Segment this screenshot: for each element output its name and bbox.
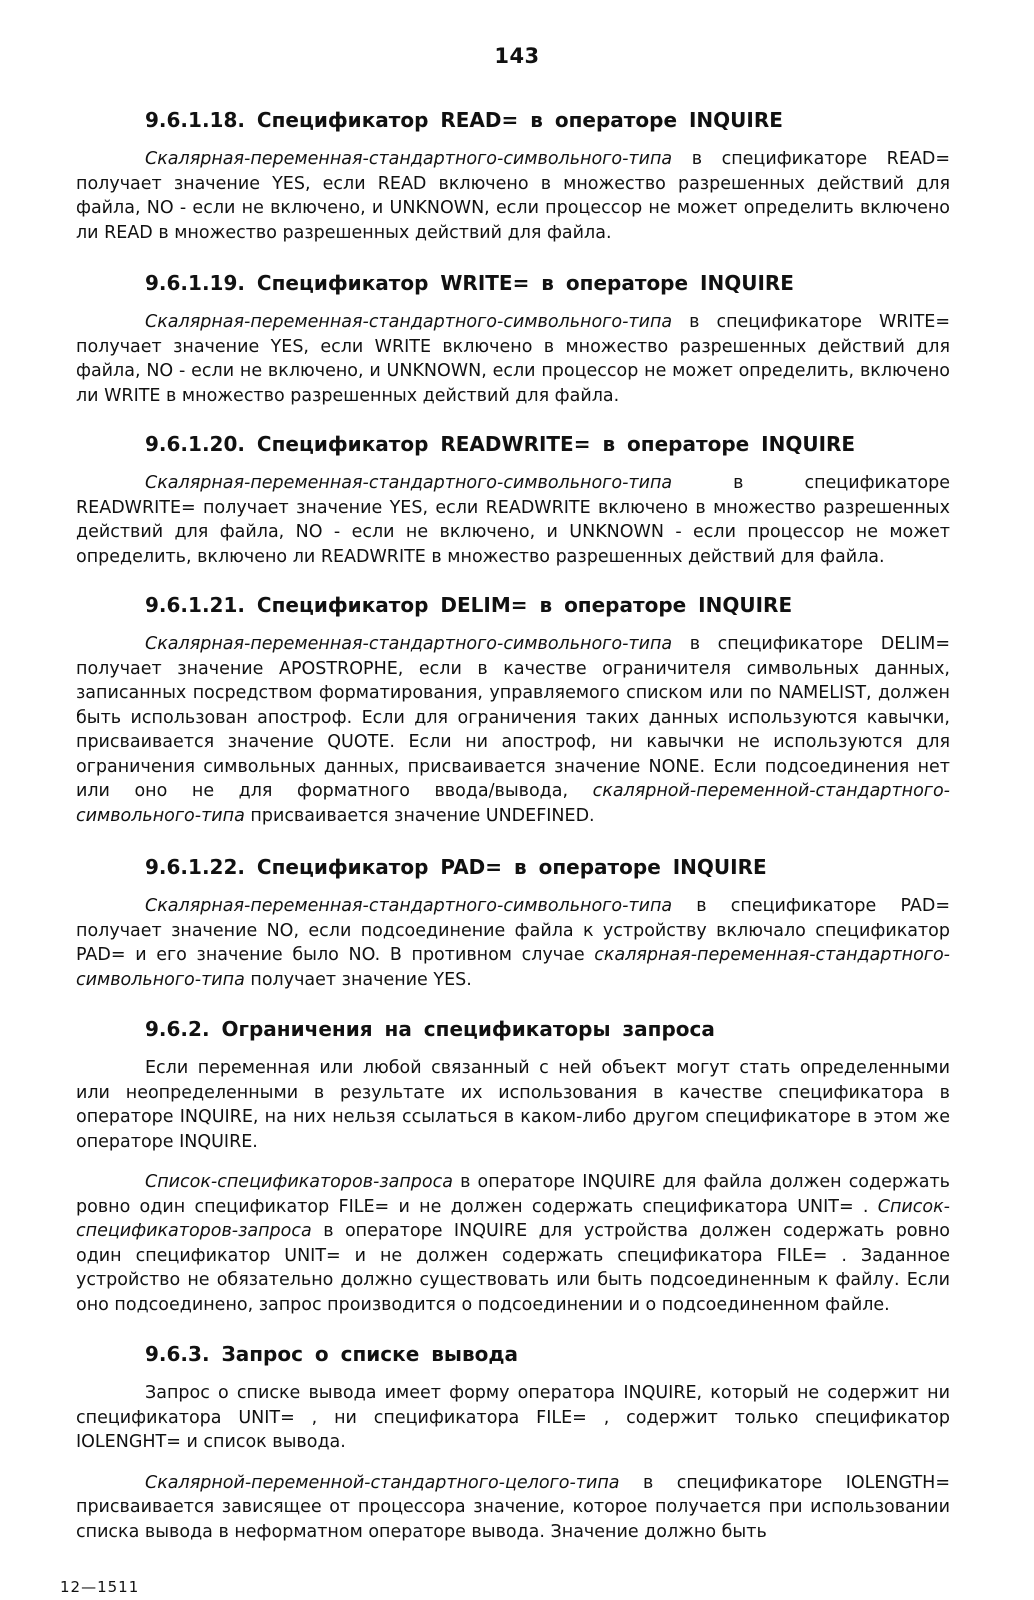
section-gap xyxy=(76,408,950,432)
paragraph-text: в операторе INQUIRE для файла должен содержать ровно один спецификатор FILE= и не должен содержать спецификатора UNIT= . xyxy=(76,1172,950,1217)
paragraph-text: в спецификаторе IOLENGTH= присваивается зависящее от процессора значение, которое получается при использовании списка вывода в неформатном операторе вывода. Значение должно быть xyxy=(76,1472,950,1542)
printer-signature: 12—1511 xyxy=(60,1578,140,1596)
section-heading: 9.6.3. Запрос о списке вывода xyxy=(145,1342,519,1366)
section-paragraph: Если переменная или любой связанный с ней объект могут стать определенными или неопределенными в результате их использования в качестве спецификатора в операторе INQUIRE, на них нельзя ссылаться в каком-либо другом спецификаторе в этом же операторе INQUIRE. xyxy=(76,1058,950,1152)
section-paragraph xyxy=(76,471,950,569)
section-gap xyxy=(76,1317,950,1342)
section-paragraph: Запрос о списке вывода имеет форму оператора INQUIRE, который не содержит ни спецификатора UNIT= , ни спецификатора FILE= , содержит только спецификатор IOLENGHT= и список вывода. xyxy=(76,1383,950,1452)
section-9-6-1-22 xyxy=(76,855,950,992)
section-9-6-2 xyxy=(76,1017,950,1317)
section-9-6-1-20 xyxy=(76,432,950,569)
section-gap xyxy=(76,569,950,593)
paragraph-text: в спецификаторе READWRITE= получает значение YES, если READWRITE включено в множество разрешенных действий для файла, NO - если не включено, и UNKNOWN - если процессор не может определить, включено ли READWRITE в множество разрешенных действий для файла. xyxy=(76,473,950,567)
section-heading: 9.6.1.22. Спецификатор PAD= в операторе INQUIRE xyxy=(145,855,767,879)
section-heading: 9.6.1.19. Спецификатор WRITE= в операторе INQUIRE xyxy=(145,271,794,295)
paragraph-text: в спецификаторе DELIM= получает значение APOSTROPHE, если в качестве ограничителя символьных данных, записанных посредством форматирования, управляемого списком или по NAMELIST, должен быть использован апостроф. Если для ограничения таких данных используются кавычки, присваивается значение QUOTE. Если ни апостроф, ни кавычки не используются для ограничения символьных данных, присваивается значение NONE. Если подсоединения нет или оно не для форматного ввода/вывода, xyxy=(76,634,950,801)
section-9-6-1-18 xyxy=(76,108,950,245)
paragraph-text: получает значение YES. xyxy=(244,969,472,990)
italic-term: Скалярной-переменной-стандартного-целого-типа xyxy=(145,1472,620,1493)
page-content xyxy=(76,108,950,1544)
section-heading: 9.6.1.20. Спецификатор READWRITE= в операторе INQUIRE xyxy=(145,432,856,456)
section-heading: 9.6.2. Ограничения на спецификаторы запроса xyxy=(145,1017,715,1041)
italic-term: Список-спецификаторов-запроса xyxy=(76,1196,950,1241)
paragraph-text: в спецификаторе READ= получает значение YES, если READ включено в множество разрешенных действий для файла, NO - если не включено, и UNKNOWN, если процессор не может определить включено ли READ в множество разрешенных действий для файла. xyxy=(76,149,950,243)
italic-term: скалярная-переменная-стандартного-символьного-типа xyxy=(76,945,950,990)
italic-term: Скалярная-переменная-стандартного-символьного-типа xyxy=(145,149,673,169)
section-paragraph xyxy=(76,147,950,245)
italic-term: Скалярная-переменная-стандартного-символьного-типа xyxy=(145,896,673,916)
paragraph-text: в спецификаторе PAD= получает значение NO, если подсоединение файла к устройству включало спецификатор PAD= и его значение было NO. В противном случае xyxy=(76,896,950,965)
section-gap xyxy=(76,245,950,271)
paragraph-gap xyxy=(76,1154,950,1170)
section-9-6-3 xyxy=(76,1342,950,1544)
italic-term: Список-спецификаторов-запроса xyxy=(145,1172,453,1192)
section-gap xyxy=(76,992,950,1017)
section-paragraph xyxy=(76,894,950,992)
italic-term: Скалярная-переменная-стандартного-символьного-типа xyxy=(145,312,673,332)
page-number: 143 xyxy=(494,44,540,68)
section-paragraph xyxy=(76,1170,950,1317)
section-heading: 9.6.1.21. Спецификатор DELIM= в операторе INQUIRE xyxy=(145,593,793,617)
italic-term: Скалярная-переменная-стандартного-символьного-типа xyxy=(145,634,673,654)
paragraph-gap xyxy=(76,1455,950,1471)
section-gap xyxy=(76,828,950,855)
italic-term: скалярной-переменной-стандартного-символьного-типа xyxy=(76,781,950,826)
section-paragraph xyxy=(76,632,950,828)
section-heading: 9.6.1.18. Спецификатор READ= в операторе INQUIRE xyxy=(145,108,783,132)
paragraph-text: присваивается значение UNDEFINED. xyxy=(244,805,595,826)
italic-term: Скалярная-переменная-стандартного-символьного-типа xyxy=(145,473,673,493)
section-9-6-1-21 xyxy=(76,593,950,828)
section-9-6-1-19 xyxy=(76,271,950,408)
paragraph-text: в спецификаторе WRITE= получает значение YES, если WRITE включено в множество разрешенных действий для файла, NO - если не включено, и UNKNOWN, если процессор не может определить, включено ли WRITE в множество разрешенных действий для файла. xyxy=(76,312,950,406)
section-paragraph xyxy=(76,310,950,408)
section-paragraph xyxy=(76,1471,950,1545)
paragraph-text: в операторе INQUIRE для устройства должен содержать ровно один спецификатор UNIT= и не должен содержать спецификатора FILE= . Заданное устройство не обязательно должно существовать или быть подсоединенным к файлу. Если оно подсоединено, запрос производится о подсоединении и о подсоединенном файле. xyxy=(76,1221,950,1315)
